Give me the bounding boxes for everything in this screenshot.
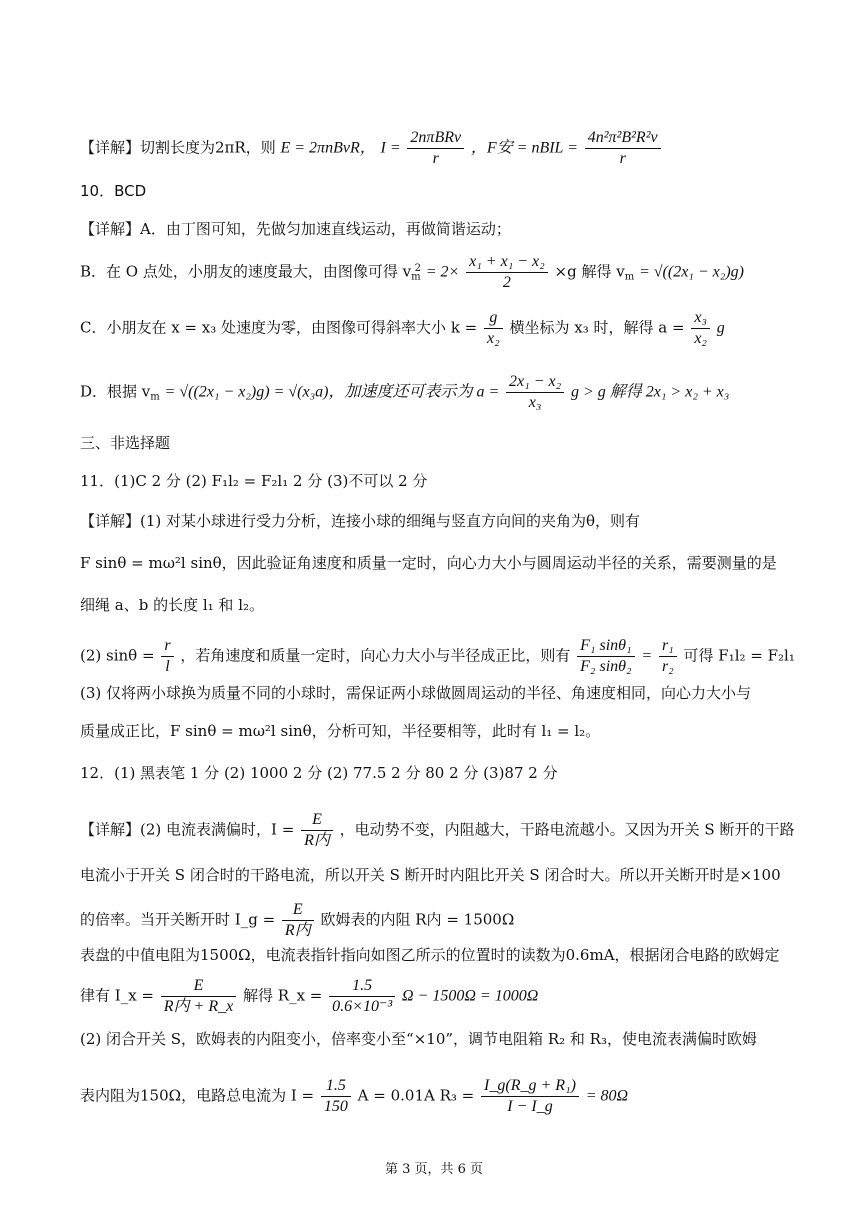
text: 【详解】(2) 电流表满偏时，I = (80, 820, 295, 839)
fraction (161, 636, 173, 677)
formula: = √((2x₁ − x₂)g) (638, 263, 744, 281)
text: ，若角速度和质量一定时，向心力大小与半径成正比，则有 (180, 646, 571, 665)
fraction (691, 308, 710, 349)
page-footer: 第 3 页，共 6 页 (384, 1162, 484, 1177)
text: ×g 解得 v (554, 262, 625, 281)
denominator: R内 (284, 922, 311, 939)
denominator: R内 (304, 832, 330, 849)
denominator: x₂ (694, 330, 707, 347)
detail-12-2c (80, 900, 514, 941)
detail-12-2g (80, 1076, 628, 1117)
detail-12-2d: 表盘的中值电阻为1500Ω，电流表指针指向如图乙所示的位置时的读数为0.6mA，根据闭合电路的欧姆定 (80, 946, 780, 964)
detail-10-b: B．在 O 点处，小朋友的速度最大，由图像可得 $v_m^2 = 2\times$ $\frac{\text{x₁ + x₁ − x₂}}{2}$ ×g 解得 $v_m = √((2x_1 - x_2)g)$ (80, 253, 744, 291)
fraction (407, 128, 464, 169)
denominator: I − I_g (507, 1098, 553, 1115)
fraction (161, 976, 236, 1017)
fraction (481, 1076, 579, 1117)
fraction (585, 128, 661, 169)
text: 表内阻为150Ω，电路总电流为 I = (80, 1086, 315, 1105)
numerator: g (484, 308, 503, 329)
fraction (329, 976, 395, 1017)
text: D．根据 v (80, 382, 151, 401)
denominator: x₃ (528, 394, 542, 411)
text: 横坐标为 x₃ 时，解得 a = (509, 318, 685, 337)
formula-i: I = (380, 139, 401, 157)
numerator: 4n²π²B²R²v (585, 128, 661, 149)
detail-10-c (80, 308, 725, 349)
formula: g (716, 319, 725, 337)
fraction (282, 900, 314, 941)
denominator: 2 (502, 274, 511, 291)
section-heading: 三、非选择题 (80, 434, 171, 452)
fraction (659, 636, 677, 677)
fraction (506, 372, 564, 413)
detail-11-1b: F sinθ = mω²l sinθ，因此验证角速度和质量一定时，向心力大小与圆周运动半径的关系，需要测量的是 (80, 554, 777, 572)
numerator: E (282, 900, 314, 921)
text: 欧姆表的内阻 R内 = 1500Ω (320, 910, 515, 929)
answer-10: 10．BCD (80, 182, 147, 200)
denominator: 0.6×10⁻³ (332, 998, 393, 1015)
numerator: x₁ + x₁ − x₂ (466, 252, 548, 273)
formula: Ω − 1500Ω = 1000Ω (401, 987, 539, 1005)
detail-11-3: (3) 仅将两小球换为质量不同的小球时，需保证两小球做圆周运动的半径、角速度相同，向心力大小与 (80, 684, 752, 702)
detail-11-2 (80, 636, 795, 677)
formula-f: ，F安 = nBIL = (470, 139, 578, 157)
denominator: r (619, 150, 626, 167)
formula-e: E = 2πnBvR， (280, 139, 376, 157)
formula: g > g 解得 2x₁ > x₂ + x₃ (570, 383, 730, 401)
fraction (484, 308, 503, 349)
formula: = 80Ω (585, 1087, 629, 1105)
numerator: E (161, 976, 236, 997)
detail-12-2f: (2) 闭合开关 S，欧姆表的内阻变小，倍率变小至“×10”，调节电阻箱 R₂ 和 R₃，使电流表满偏时欧姆 (80, 1030, 757, 1048)
detail-12-2 (80, 810, 794, 851)
numerator: x₃ (691, 308, 710, 329)
text: 律有 I_x = (80, 986, 154, 1005)
detail-12-2e (80, 976, 538, 1017)
numerator: F₁ sinθ₁ (577, 636, 634, 657)
detail-10-a: 【详解】A．由丁图可知，先做匀加速直线运动，再做简谐运动； (80, 220, 511, 238)
text: 的倍率。当开关断开时 I_g = (80, 910, 276, 929)
detail-11-1: 【详解】(1) 对某小球进行受力分析，连接小球的细绳与竖直方向间的夹角为θ，则有 (80, 512, 641, 530)
line-detail-9 (80, 128, 663, 169)
text: 【详解】切割长度为2πR，则 (80, 138, 276, 157)
denominator: F₂ sinθ₂ (580, 658, 632, 675)
fraction (301, 810, 333, 851)
fraction (577, 636, 634, 677)
denominator: R内 + R_x (163, 998, 234, 1015)
detail-10-d: D．根据 $v_m = √((2x_1 - x_2)g) = √(x_3a)$，加速度还可表示为 a = $\frac{\text{2x₁ − x₂}}{\text{x₃}}$ g > g 解得 2x₁ > x₂ + x₃ (80, 373, 730, 411)
numerator: 2nπBRv (407, 128, 464, 149)
fraction (466, 252, 548, 293)
text: ，电动势不变，内阻越大，干路电流越小。又因为开关 S 断开的干路 (339, 820, 795, 839)
denominator: r (432, 150, 439, 167)
numerator: 1.5 (321, 1076, 351, 1097)
numerator: 1.5 (329, 976, 395, 997)
fraction (321, 1076, 351, 1117)
denominator: r₂ (661, 658, 674, 675)
numerator: r₁ (659, 636, 677, 657)
text: 可得 F₁l₂ = F₂l₁ (683, 646, 795, 665)
detail-12-2b: 电流小于开关 S 闭合时的干路电流，所以开关 S 断开时内阻比开关 S 闭合时大。所以开关断开时是×100 (80, 866, 781, 884)
denominator: l (165, 658, 170, 675)
text: B．在 O 点处，小朋友的速度最大，由图像可得 v (80, 262, 412, 281)
denominator: 150 (323, 1098, 348, 1115)
text: 解得 R_x = (243, 986, 323, 1005)
denominator: x₂ (487, 330, 500, 347)
answer-11: 11．(1)C 2 分 (2) F₁l₂ = F₂l₁ 2 分 (3)不可以 2 分 (80, 472, 428, 490)
formula: = √((2x₁ − x₂)g) = √(x₃a)，加速度还可表示为 a = (164, 383, 500, 401)
numerator: 2x₁ − x₂ (506, 372, 564, 393)
numerator: E (301, 810, 333, 831)
numerator: I_g(R_g + R₁) (481, 1076, 579, 1097)
text: (2) sinθ = (80, 646, 155, 665)
detail-11-1c: 细绳 a、b 的长度 l₁ 和 l₂。 (80, 596, 265, 614)
numerator: r (161, 636, 173, 657)
formula: = 2× (425, 263, 460, 281)
detail-11-3b: 质量成正比，F sinθ = mω²l sinθ，分析可知，半径要相等，此时有 l₁ = l₂。 (80, 722, 601, 740)
text: C．小朋友在 x = x₃ 处速度为零，由图像可得斜率大小 k = (80, 318, 478, 337)
answer-12: 12．(1) 黑表笔 1 分 (2) 1000 2 分 (2) 77.5 2 分 80 2 分 (3)87 2 分 (80, 764, 558, 782)
formula: = (641, 647, 653, 665)
text: A = 0.01A R₃ = (357, 1086, 475, 1105)
